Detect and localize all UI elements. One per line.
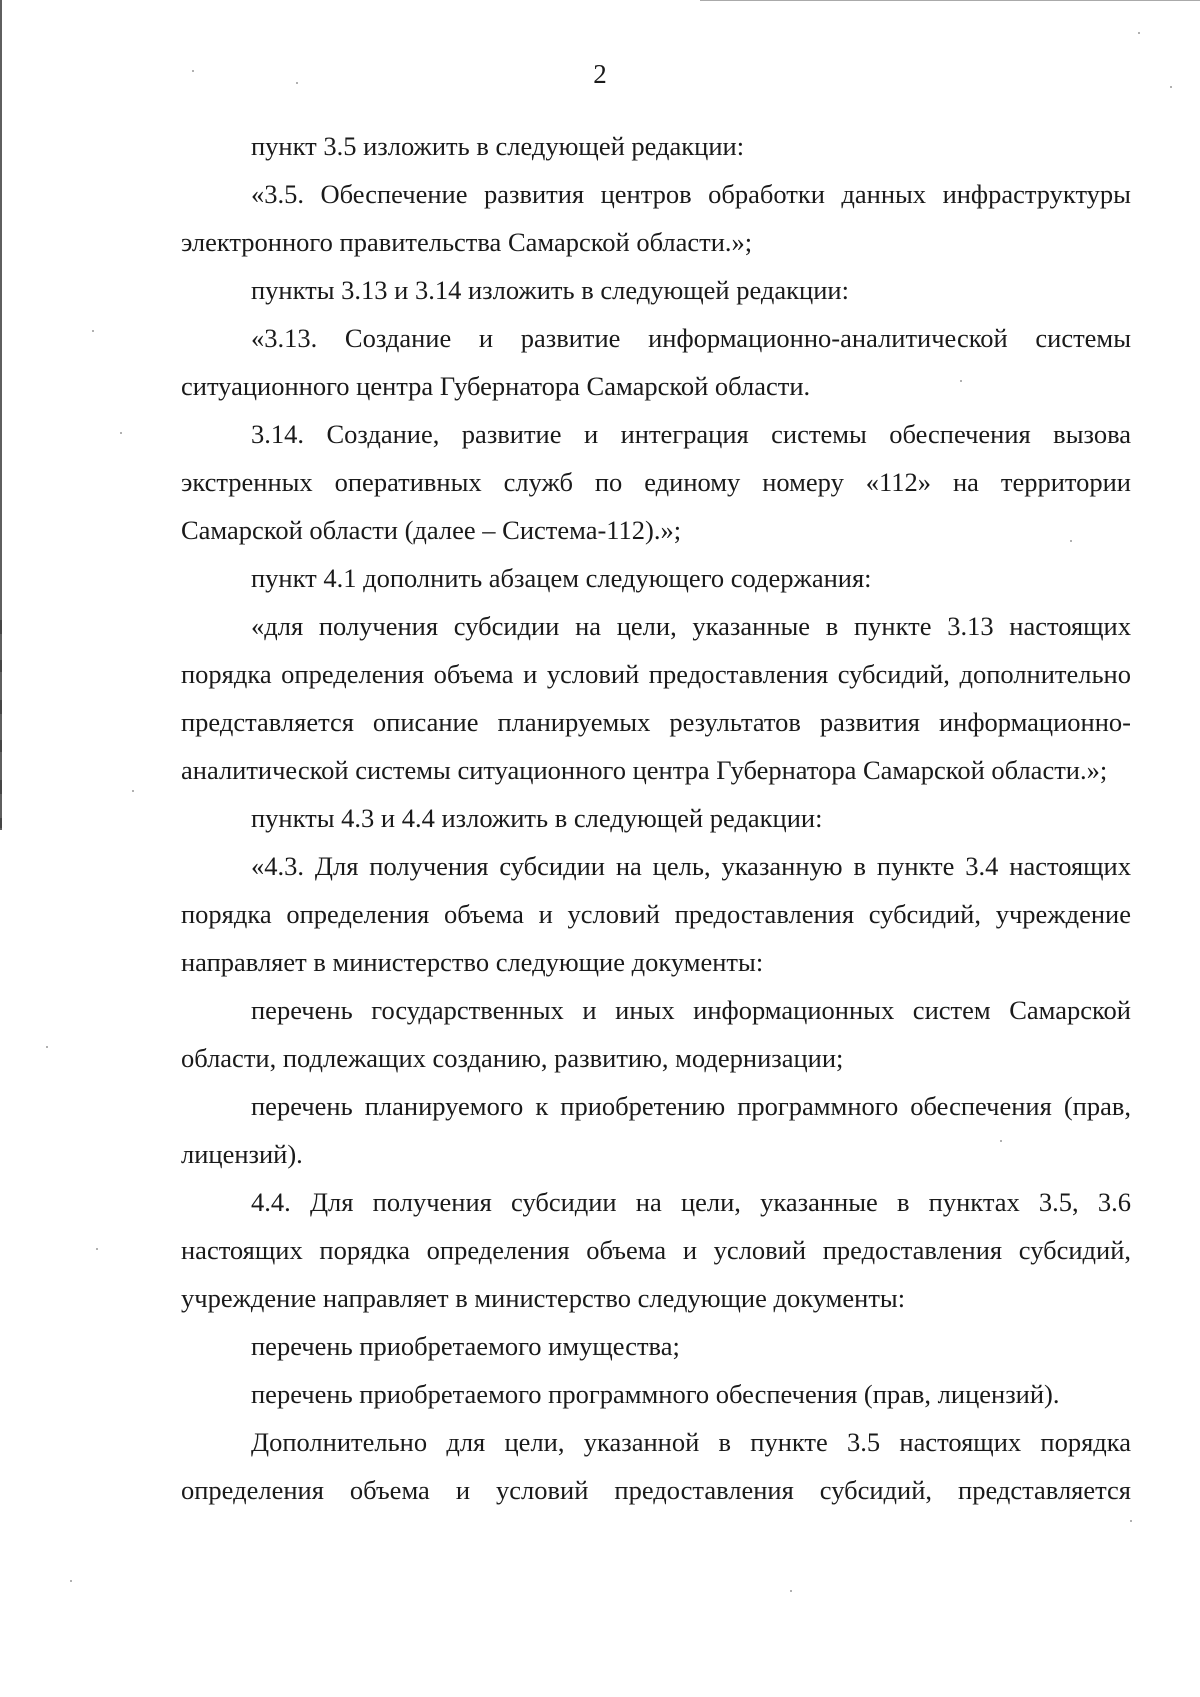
- scan-artifact: [0, 818, 2, 828]
- paragraph: пункт 4.1 дополнить абзацем следующего содержания:: [251, 563, 872, 593]
- scan-artifact: [1130, 1520, 1132, 1522]
- scan-artifact: [96, 1248, 98, 1250]
- scan-artifact: [790, 1590, 792, 1592]
- scan-artifact: [0, 660, 2, 672]
- paragraph: пункт 3.5 изложить в следующей редакции:: [251, 131, 745, 161]
- scan-artifact: [0, 740, 2, 752]
- paragraph: Дополнительно для цели, указанной в пункте 3.5 настоящих порядка определения объема и условий предоставления субсидий, представляется: [181, 1427, 1131, 1505]
- scan-artifact: [1138, 32, 1140, 34]
- paragraph: перечень приобретаемого программного обеспечения (прав, лицензий).: [251, 1379, 1060, 1409]
- paragraph: 3.14. Создание, развитие и интеграция системы обеспечения вызова экстренных оперативных служб по единому номеру «112» на территории Самарской области (далее – Система-112).»;: [181, 419, 1131, 545]
- scan-artifact: [120, 432, 122, 434]
- paragraph: перечень приобретаемого имущества;: [251, 1331, 680, 1361]
- paragraph: «для получения субсидии на цели, указанные в пункте 3.13 настоящих порядка определения объема и условий предоставления субсидий, дополнительно представляется описание планируемых результатов развития информационно-аналитической системы ситуационного центра Губернатора Самарской области.»;: [181, 611, 1131, 785]
- page-number: 2: [593, 59, 607, 89]
- paragraph: «4.3. Для получения субсидии на цель, указанную в пункте 3.4 настоящих порядка определения объема и условий предоставления субсидий, учреждение направляет в министерство следующие документы:: [181, 851, 1131, 977]
- scan-artifact: [70, 1580, 72, 1582]
- document-body: [181, 122, 1131, 1514]
- scan-edge-top: [700, 0, 1200, 1]
- paragraph: перечень государственных и иных информационных систем Самарской области, подлежащих созданию, развитию, модернизации;: [181, 995, 1131, 1073]
- scan-artifact: [92, 330, 94, 332]
- paragraph: пункты 3.13 и 3.14 изложить в следующей редакции:: [251, 275, 849, 305]
- paragraph: 4.4. Для получения субсидии на цели, указанные в пунктах 3.5, 3.6 настоящих порядка определения объема и условий предоставления субсидий, учреждение направляет в министерство следующие документы:: [181, 1187, 1131, 1313]
- scan-artifact: [0, 780, 2, 794]
- scan-artifact: [0, 620, 2, 634]
- paragraph: перечень планируемого к приобретению программного обеспечения (прав, лицензий).: [181, 1091, 1131, 1169]
- scan-artifact: [46, 1046, 48, 1048]
- paragraph: «3.13. Создание и развитие информационно-аналитической системы ситуационного центра Губернатора Самарской области.: [181, 323, 1131, 401]
- scan-artifact: [132, 790, 134, 792]
- paragraph: «3.5. Обеспечение развития центров обработки данных инфраструктуры электронного правительства Самарской области.»;: [181, 179, 1131, 257]
- scan-artifact: [0, 700, 2, 714]
- paragraph: пункты 4.3 и 4.4 изложить в следующей редакции:: [251, 803, 823, 833]
